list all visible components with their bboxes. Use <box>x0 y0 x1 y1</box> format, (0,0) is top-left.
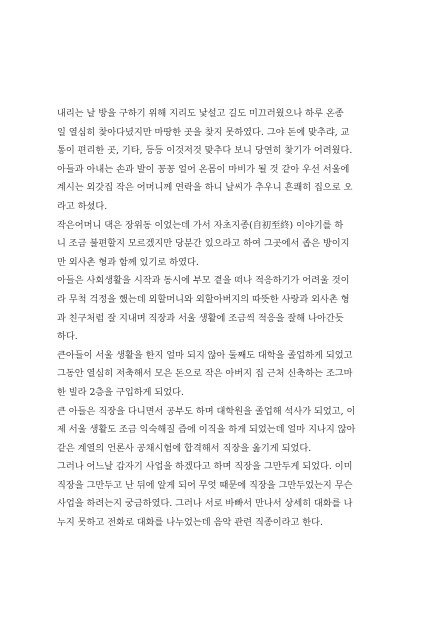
text-line: 그동안 열심히 저축해서 모은 돈으로 작은 아버지 집 근처 신축하는 조그마 <box>57 368 353 380</box>
text-line: 작은어머니 댁은 장위동 이었는데 가서 자초지종(自初至終) 이야기를 하 <box>57 219 344 231</box>
text-line: 라고 하셨다. <box>57 200 108 212</box>
text-line: 니 조금 불편할지 모르겠지만 당분간 있으라고 하여 그곳에서 좁은 방이지 <box>57 238 350 250</box>
text-line: 그러나 어느날 갑자기 사업을 하겠다고 하며 직장을 그만두게 되었다. 이미 <box>57 461 353 473</box>
paragraph-6 <box>57 458 375 532</box>
text-line: 누지 못하고 전화로 대화를 나누었는데 음악 관련 직종이라고 한다. <box>57 517 323 529</box>
text-line: 아들은 사회생활을 시작과 동시에 부모 곁을 떠나 적응하기가 어려울 것이 <box>57 275 350 287</box>
text-line: 과 친구처럼 잘 지내며 직장과 서울 생활에 조금씩 적응을 잘해 나아간듯 <box>57 312 344 324</box>
body-text <box>57 105 375 533</box>
text-line: 통이 편리한 곳, 기타, 등등 이것저것 맞추다 보니 당연히 찾기가 어려웠다. <box>57 145 353 157</box>
text-line: 큰아들이 서울 생활을 한지 얼마 되지 않아 둘째도 대학을 졸업하게 되었고 <box>57 349 353 361</box>
paragraph-3 <box>57 272 375 346</box>
text-line: 같은 계열의 언론사 공채시험에 합격해서 직장을 옮기게 되었다. <box>57 442 312 454</box>
text-line: 큰 아들은 직장을 다니면서 공부도 하며 대학원을 졸업해 석사가 되었고, 이 <box>57 405 356 417</box>
text-line: 한 빌라 2층을 구입하게 되었다. <box>57 386 184 398</box>
text-line: 직장을 그만두고 난 뒤에 알게 되어 무엇 때문에 직장을 그만두었는지 무슨 <box>57 479 353 491</box>
text-line: 만 외사촌 형과 함께 있기로 하였다. <box>57 256 199 268</box>
text-line: 사업을 하려는지 궁금하였다. 그러나 서로 바빠서 만나서 상세히 대화를 나 <box>57 498 353 510</box>
paragraph-4 <box>57 347 375 403</box>
text-line: 내리는 날 방을 구하기 위해 지리도 낯설고 길도 미끄러웠으나 하루 온종 <box>57 108 344 119</box>
text-line: 계시는 외갓집 작은 어머니께 연락을 하니 날씨가 추우니 흔쾌히 집으로 오 <box>57 182 353 194</box>
paragraph-1 <box>57 105 375 217</box>
paragraph-5 <box>57 403 375 459</box>
text-line: 제 서울 생활도 조금 익숙해질 즘에 이직을 하게 되었는데 얼마 지나지 않아 <box>57 424 356 436</box>
text-line: 아들과 아내는 손과 발이 꽁꽁 얼어 온몸이 마비가 될 것 같아 우선 서울에 <box>57 163 350 175</box>
text-line: 일 열심히 찾아다녔지만 마땅한 곳을 찾지 못하였다. 그야 돈에 맞추랴, 교 <box>57 126 350 138</box>
text-line: 하다. <box>57 331 78 343</box>
text-line: 라 무척 걱정을 했는데 외할머니와 외할아버지의 따뜻한 사랑과 외사촌 형 <box>57 293 350 305</box>
paragraph-2 <box>57 217 375 273</box>
